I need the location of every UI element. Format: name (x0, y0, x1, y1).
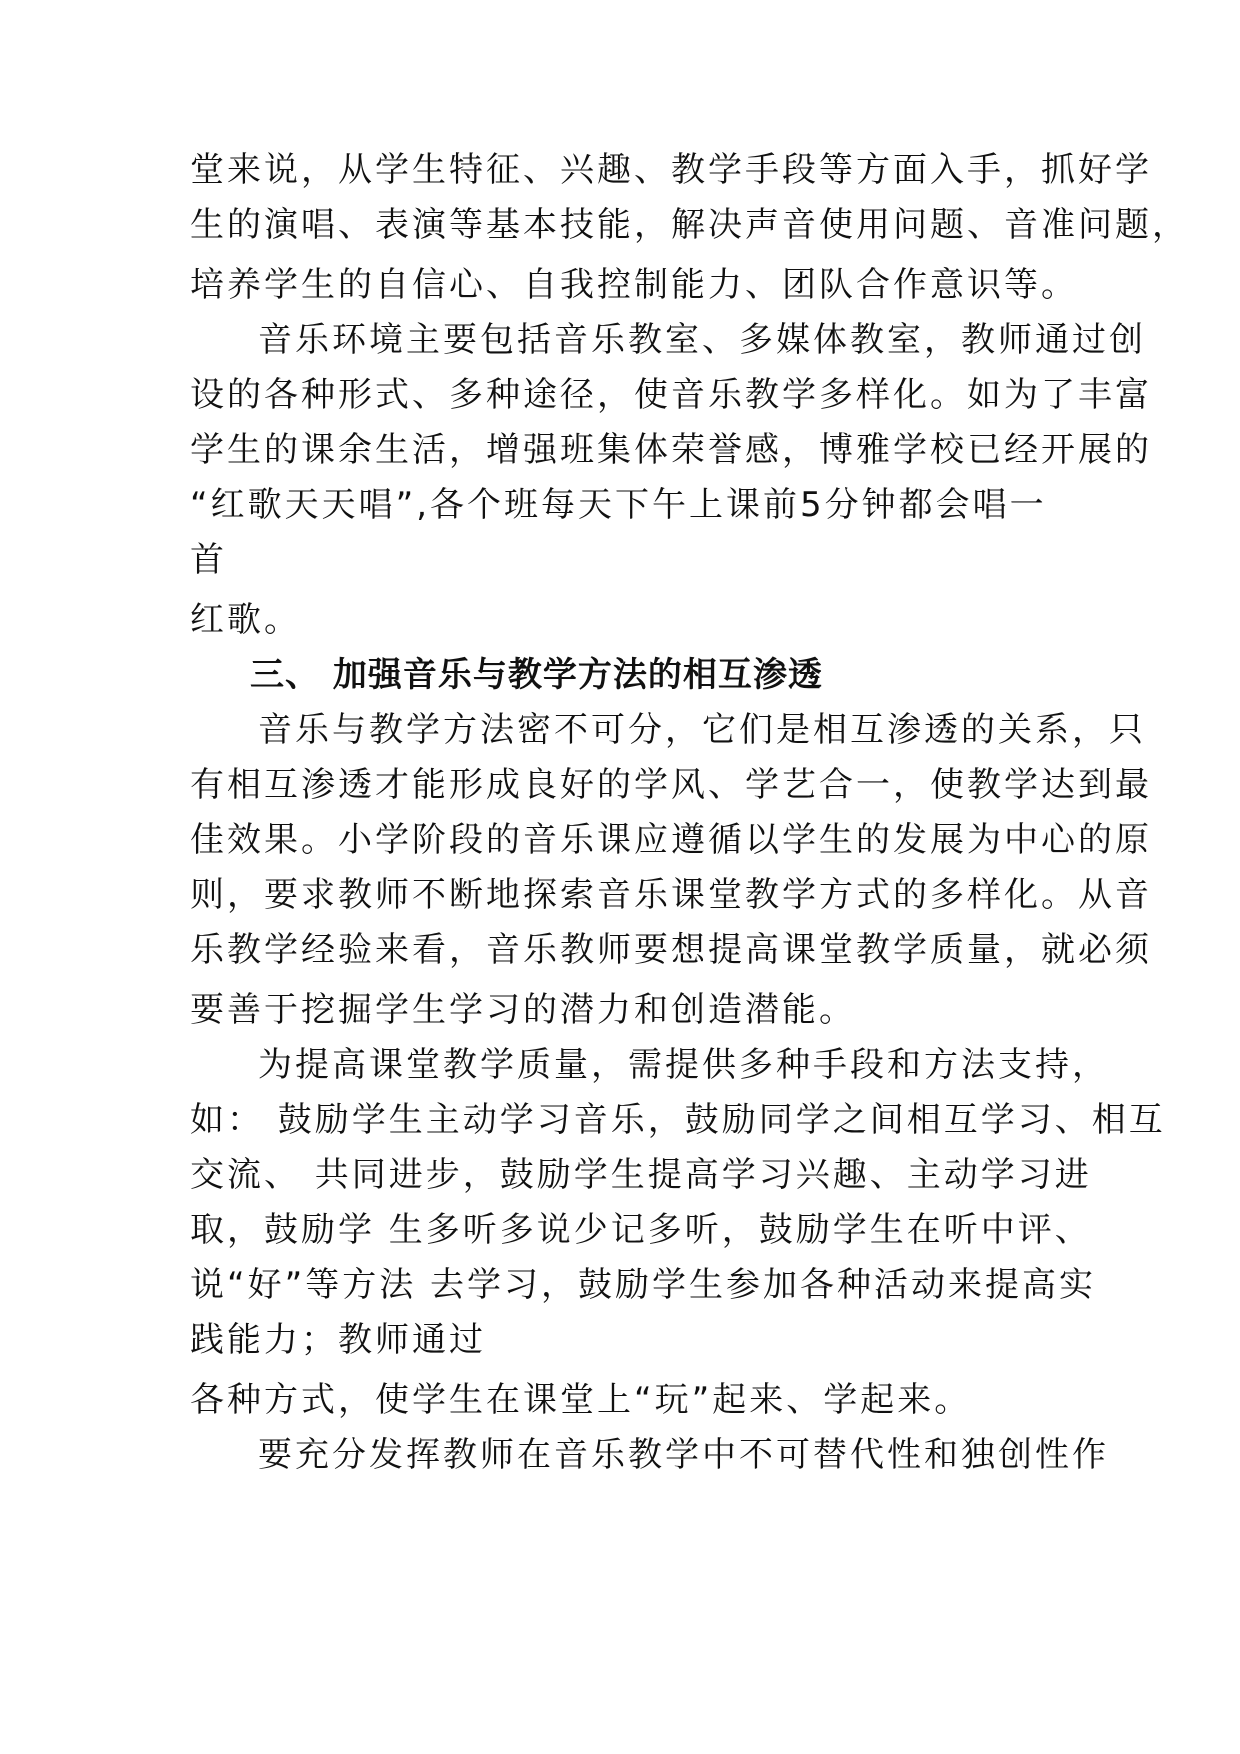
paragraph-line: 践能力；教师通过 (190, 1320, 486, 1360)
paragraph-line: 如： 鼓励学生主动学习音乐，鼓励同学之间相互学习、相互 (190, 1100, 1166, 1140)
paragraph-line: 交流、 共同进步，鼓励学生提高学习兴趣、主动学习进 (190, 1155, 1092, 1195)
paragraph-line: 取，鼓励学 生多听多说少记多听，鼓励学生在听中评、 (190, 1210, 1092, 1250)
paragraph-line: 音乐与教学方法密不可分，它们是相互渗透的关系，只 (258, 710, 1146, 750)
paragraph-line: “红歌天天唱”,各个班每天下午上课前5分钟都会唱一 (190, 485, 1047, 525)
paragraph-line: 培养学生的自信心、自我控制能力、团队合作意识等。 (190, 265, 1078, 305)
paragraph-line: 要善于挖掘学生学习的潜力和创造潜能。 (190, 990, 856, 1030)
paragraph-line: 要充分发挥教师在音乐教学中不可替代性和独创性作 (258, 1435, 1109, 1475)
paragraph-line: 则，要求教师不断地探索音乐课堂教学方式的多样化。从音 (190, 875, 1152, 915)
paragraph-line: 佳效果。小学阶段的音乐课应遵循以学生的发展为中心的原 (190, 820, 1152, 860)
section-heading: 三、 加强音乐与教学方法的相互渗透 (250, 655, 823, 695)
paragraph-line: 首 (190, 540, 227, 580)
paragraph-line: 各种方式，使学生在课堂上“玩”起来、学起来。 (190, 1380, 972, 1420)
paragraph-line: 音乐环境主要包括音乐教室、多媒体教室，教师通过创 (258, 320, 1146, 360)
paragraph-line: 说“好”等方法 去学习，鼓励学生参加各种活动来提高实 (190, 1265, 1097, 1305)
paragraph-line: 生的演唱、表演等基本技能，解决声音使用问题、音准问题， (190, 205, 1189, 245)
paragraph-line: 红歌。 (190, 600, 301, 640)
paragraph-line: 学生的课余生活，增强班集体荣誉感，博雅学校已经开展的 (190, 430, 1152, 470)
paragraph-line: 有相互渗透才能形成良好的学风、学艺合一，使教学达到最 (190, 765, 1152, 805)
paragraph-line: 堂来说，从学生特征、兴趣、教学手段等方面入手，抓好学 (190, 150, 1152, 190)
paragraph-line: 设的各种形式、多种途径，使音乐教学多样化。如为了丰富 (190, 375, 1152, 415)
paragraph-line: 为提高课堂教学质量，需提供多种手段和方法支持， (258, 1045, 1109, 1085)
paragraph-line: 乐教学经验来看，音乐教师要想提高课堂教学质量，就必须 (190, 930, 1152, 970)
